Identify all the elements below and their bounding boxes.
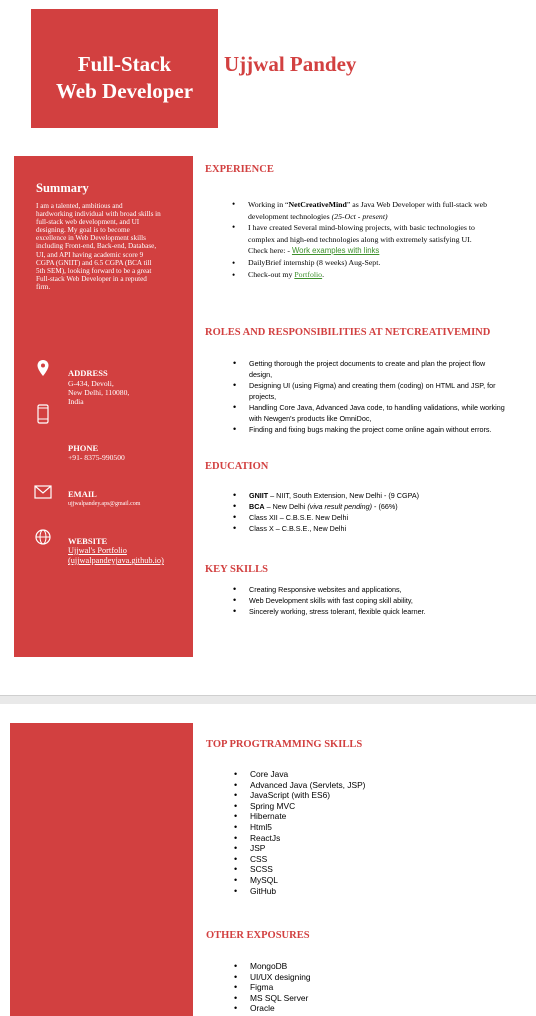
list-item: • MongoDB <box>234 961 434 972</box>
resume-page-2 <box>0 704 536 1016</box>
list-item: • Finding and fixing bugs making the project come online again without errors. <box>233 424 505 435</box>
summary-text: I am a talented, ambitious and hardworking individual with broad skills in full-stack web development, and UI designing. My goal is to become excellence in Web Development skills including Front-end, Back-end, Database, UI, and API having academic score 9 CGPA (GNIIT) and 6.5 CGPA (BCA till 5th SEM), looking forward to be a great Full-stack Web Developer in a reputed firm. <box>36 202 161 291</box>
location-pin-icon <box>34 359 52 377</box>
list-item <box>232 199 494 222</box>
list-item <box>232 222 494 257</box>
list-item: • JSP <box>234 843 434 854</box>
contact-sidebar <box>14 156 193 657</box>
list-item: • GitHub <box>234 886 434 897</box>
list-item: • Web Development skills with fast coping skill ability, <box>233 595 503 606</box>
company-name: NetCreativeMind <box>288 200 347 209</box>
phone-icon <box>34 404 52 424</box>
job-title-line-2: Web Developer <box>55 79 194 103</box>
list-item: • Html5 <box>234 822 434 833</box>
email-label: EMAIL <box>68 489 97 499</box>
other-exposures-heading: OTHER EXPOSURES <box>206 930 310 941</box>
programming-heading: TOP PROGTRAMMING SKILLS <box>206 739 363 750</box>
text-span: . <box>322 269 325 279</box>
summary-heading: Summary <box>36 181 89 195</box>
list-item: • MS SQL Server <box>234 993 434 1004</box>
list-item: • Spring MVC <box>234 801 434 812</box>
list-item: • ReactJs <box>234 833 434 844</box>
list-item <box>232 269 494 281</box>
website-label: WEBSITE <box>68 536 108 546</box>
envelope-icon <box>34 483 52 501</box>
text-span: ” as Java Web Developer with full-stack web development technologies <box>248 200 488 221</box>
list-item: • Figma <box>234 982 434 993</box>
list-item: • Class X – C.B.S.E., New Delhi <box>233 523 493 534</box>
list-item: • Class XII – C.B.S.E. New Delhi <box>233 512 493 523</box>
roles-list <box>233 358 505 435</box>
text-span: – New Delhi <box>264 502 308 511</box>
website-link-url[interactable]: (ujjwalpandeyjava.github.io) <box>68 556 164 566</box>
website-link-text[interactable]: Ujjwal's Portfolio <box>68 546 127 555</box>
text-span: I have created Several mind-blowing projects, with basic technologies to complex and high-end technologies along with extremely satisfying UI. <box>248 223 475 244</box>
text-span: Check here: - <box>248 246 292 255</box>
text-span: – NIIT, South Extension, New Delhi - (9 CGPA) <box>268 491 420 500</box>
key-skills-heading: KEY SKILLS <box>205 564 268 575</box>
list-item: • Sincerely working, stress tolerant, flexible quick learner. <box>233 606 503 617</box>
text-span: Working in “ <box>248 200 289 209</box>
sidebar-continued <box>10 723 193 1016</box>
list-item: • SCSS <box>234 864 434 875</box>
candidate-name: Ujjwal Pandey <box>224 52 357 76</box>
list-item <box>233 501 493 512</box>
email-value[interactable]: ujjwalpandey.aps@gmail.com <box>68 501 141 507</box>
list-item: • Handling Core Java, Advanced Java code, to handling validations, while working with Newgen's products like OmniDoc, <box>233 402 505 424</box>
address-label: ADDRESS <box>68 368 108 378</box>
roles-heading: ROLES AND RESPONSIBILITIES AT NETCREATIVEMIND <box>205 327 491 338</box>
job-title-line-1: Full-Stack <box>77 52 172 76</box>
address-line: G-434, Devoli, <box>68 379 114 388</box>
other-exposures-list <box>234 961 434 1014</box>
list-item <box>233 490 493 501</box>
work-examples-link[interactable]: Work examples with links <box>291 246 380 255</box>
phone-value: +91- 8375-990500 <box>68 453 125 462</box>
list-item: • Oracle <box>234 1003 434 1014</box>
globe-icon <box>34 528 52 546</box>
programming-skills-list <box>234 769 434 896</box>
text-span: (viva result pending) <box>307 502 373 511</box>
address-line: India <box>68 397 84 407</box>
degree-name: BCA <box>249 502 265 511</box>
list-item: • Core Java <box>234 769 434 780</box>
portfolio-link[interactable]: Portfolio <box>294 269 323 279</box>
list-item: • Creating Responsive websites and applications, <box>233 584 503 595</box>
job-title-box <box>31 9 218 128</box>
list-item: • MySQL <box>234 875 434 886</box>
degree-name: GNIIT <box>249 491 269 500</box>
experience-list <box>232 199 494 281</box>
list-item: • CSS <box>234 854 434 865</box>
date-range: (25-Oct - present) <box>331 211 388 221</box>
list-item: • Getting thorough the project documents to create and plan the project flow design, <box>233 358 505 380</box>
list-item: • Advanced Java (Servlets, JSP) <box>234 780 434 791</box>
list-item: • Designing UI (using Figma) and creating them (coding) on HTML and JSP, for projects, <box>233 380 505 402</box>
text-span: Check-out my <box>248 269 295 279</box>
phone-label: PHONE <box>68 443 99 453</box>
address-value <box>68 379 129 407</box>
education-list <box>233 490 493 534</box>
experience-heading: EXPERIENCE <box>205 164 274 175</box>
key-skills-list <box>233 584 503 617</box>
website-link[interactable] <box>68 546 164 566</box>
education-heading: EDUCATION <box>205 461 269 472</box>
list-item: • JavaScript (with ES6) <box>234 790 434 801</box>
list-item <box>232 257 494 269</box>
address-line: New Delhi, 110080, <box>68 388 130 398</box>
text-span: - (66%) <box>372 502 398 511</box>
text-span: DailyBrief internship (8 weeks) Aug-Sept. <box>248 257 381 267</box>
list-item: • Hibernate <box>234 811 434 822</box>
list-item: • UI/UX designing <box>234 972 434 983</box>
